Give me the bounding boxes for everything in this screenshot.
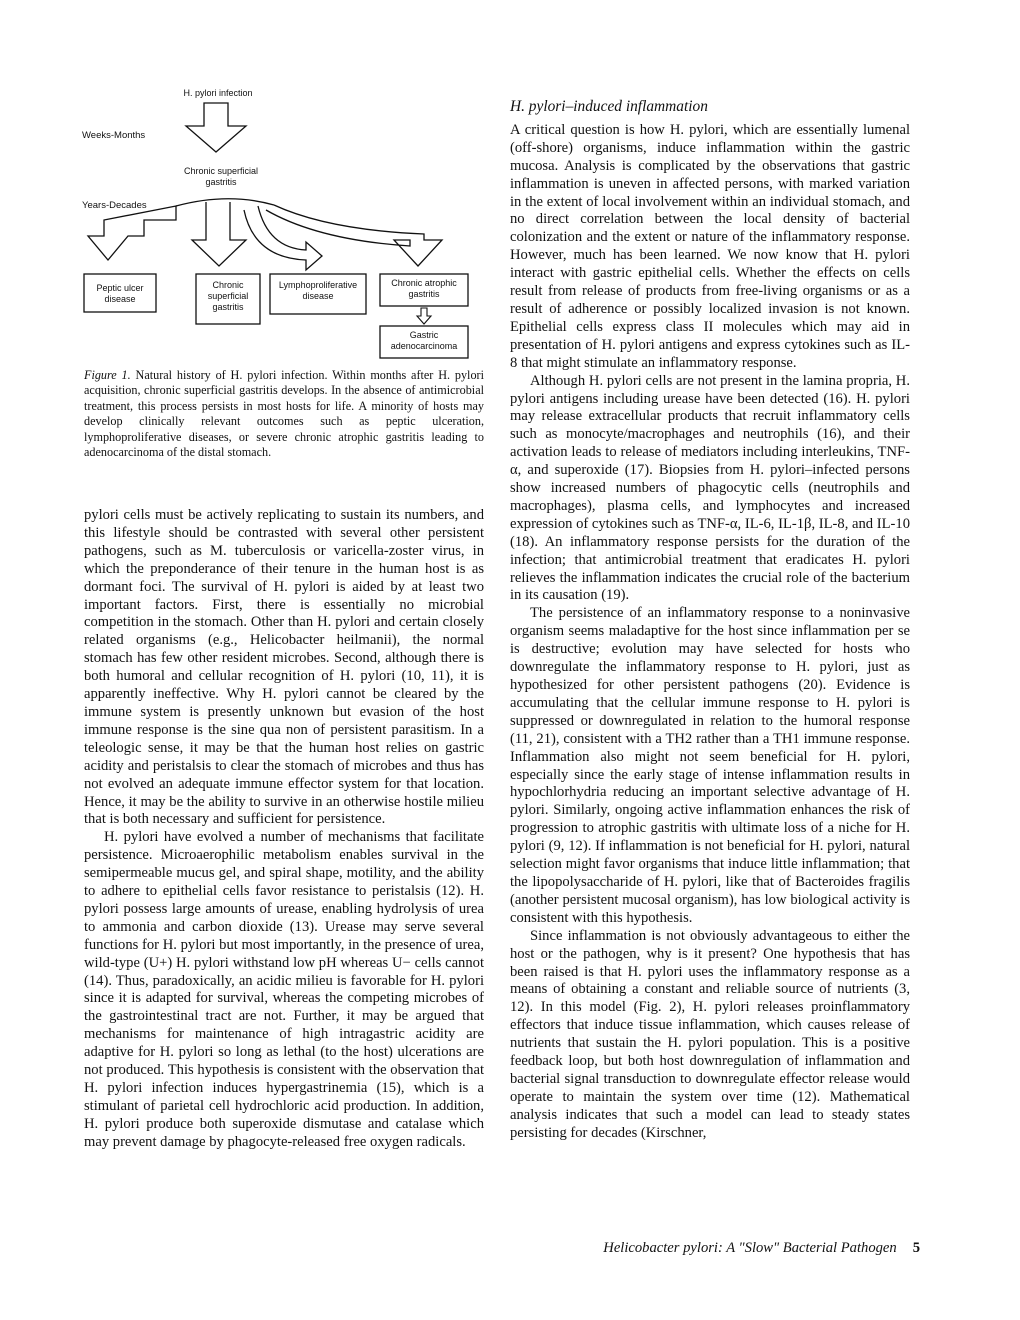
paragraph: A critical question is how H. pylori, which are essentially lumenal (off-shore) organisms, induce inflammation within the gastric mucosa. Analysis is complicated by the observations that gastric inflammation is uneven in affected persons, with marked variation in the extent of local involvement within an individual stomach, and no direct correlation between the local density of bacterial colonization and the extent or nature of the inflammatory response. However, much has been learned. We now know that H. pylori interact with gastric epithelial cells. Whether the effects on cells result from release of products from free-living organisms or as a result of adherence or possibly localized invasion is not known. Epithelial cells express class II molecules which may aid in presentation of H. pylori antigens and express cytokines such as IL-8 that might stimulate an inflammatory response. [510, 121, 910, 371]
paragraph: Although H. pylori cells are not present in the lamina propria, H. pylori antigens including urease have been detected (16). H. pylori may release extracellular products that recruit inflammatory cells such as monocyte/macrophages and neutrophils (16), and their activation leads to release of mediators including interleukins, TNF-α, and superoxide (17). Biopsies from H. pylori–infected persons show increased numbers of phagocytic cells (neutrophils and macrophages), plasma cells, and lymphocytes and increased expression of cytokines such as TNF-α, IL-6, IL-1β, IL-8, and IL-10 (18). An inflammatory response persists for the duration of the infection; that antimicrobial treatment that eradicates H. pylori relieves the inflammation indicates the crucial role of the bacterium in its causation (19). [510, 372, 910, 604]
branch-arrow-icon [244, 206, 322, 270]
branch-arc [176, 199, 274, 206]
label-line: adenocarcinoma [390, 341, 458, 351]
paragraph: The persistence of an inflammatory response to a noninvasive organism seems maladaptive for the host since inflammation per se is destructive; evolution may have selected for hosts who downregulate the inflammatory response to H. pylori, just as hypothesized for other persistent pathogens (20). Evidence is accumulating that the cellular immune response to H. pylori is suppressed or downregulated in relation to the humoral response (11, 21), consistent with a TH2 rather than a TH1 immune response. Inflammation also might not seem beneficial for H. pylori, especially since the early stage of intense inflammation results in hypochlorhydria reducing an important selective advantage of H. pylori. Similarly, ongoing active inflammation enhances the risk of progression to atrophic gastritis with ultimate loss of a niche for H. pylori (9, 12). If inflammation is not beneficial for H. pylori, natural selection might favor organisms that induce little inflammation; that the lipopolysaccharide of H. pylori, like that of Bacteroides fragilis (another persistent mucosal organism), has low biological activity is consistent with this hypothesis. [510, 605, 910, 926]
label-line: disease [302, 291, 334, 301]
paragraph: H. pylori have evolved a number of mechanisms that facilitate persistence. Microaerophilic metabolism enables survival in the semipermeable mucus gel, and spiral shape, motility, and the ability to adhere to epithelial cells favor resistance to peristalsis (12). H. pylori possess large amounts of urease, enabling hydrolysis of urea to ammonia and carbon dioxide (13). Urease may serve several functions for H. pylori but most importantly, in the presence of urea, wild-type (U+) H. pylori withstand low pH whereas U− cells cannot (14). Thus, paradoxically, an acidic milieu is favorable for H. pylori since it is adapted for survival, whereas the competing microbes of the gastrointestinal tract are not. Further, it may be argued that mechanisms for maintenance of high intragastric acidity are adaptive for H. pylori so long as lethal (to the host) ulcerations are not produced. This hypothesis is consistent with the observation that H. pylori infection induces hypergastrinemia (15), which is a stimulant of parietal cell hydrochloric acid production. In addition, H. pylori produce both superoxide dismutase and catalase which may prevent damage by phagocyte-released free oxygen radicals. [84, 829, 484, 1150]
label-line: Chronic atrophic [391, 278, 457, 288]
running-title: Helicobacter pylori: A "Slow" Bacterial Pathogen [603, 1240, 897, 1256]
small-down-arrow-icon [417, 308, 431, 324]
paragraph: Since inflammation is not obviously advantageous to either the host or the pathogen, why is it present? One hypothesis that has been raised is that H. pylori uses the inflammatory response as a means of obtaining a constant and reliable source of nutrients (3, 12). In this model (Fig. 2), H. pylori releases proinflammatory effectors that induce tissue inflammation, which causes release of nutrients that sustain the H. pylori population. This is a positive feedback loop, but both host downregulation of inflammation and bacterial signal transduction to downregulate effector release would operate to maintain the system over time (12). Mathematical analysis indicates that such a model can lead to steady states persisting for decades (Kirschner, [510, 927, 910, 1141]
paragraph: pylori cells must be actively replicating to sustain its numbers, and this lifestyle should be contrasted with several other persistent pathogens, such as M. tuberculosis or varicella-zoster virus, in which the preponderance of their tenure in the human host is as dormant foci. The survival of H. pylori is aided by at least two important factors. First, there is essentially no microbial competition in the stomach. Other than H. pylori and certain closely related organisms (e.g., Helicobacter heilmanii), the normal stomach has few other resident microbes. Second, although there is both humoral and cellular recognition of H. pylori (10, 11), it is apparently ineffective. Why H. pylori cannot be cleared by the immune system is presently unknown but evasion of the host immune response is the sine qua non of persistent parasitism. In a teleologic sense, it may be that the human host relies on gastric acidity and peristalsis to clear the stomach of microbes and thus has not evolved an adequate immune effector system for that location. Hence, it may be the ability to survive in an otherwise hostile milieu that is both necessary and sufficient for persistence. [84, 507, 484, 828]
down-arrow-icon [186, 103, 246, 152]
running-footer [560, 1240, 920, 1257]
label-weeks-months: Weeks-Months [82, 130, 146, 141]
label-lymphoproliferative [270, 280, 366, 302]
left-column [84, 507, 484, 1152]
label-line: Gastric [409, 330, 439, 340]
label-chronic-superficial-box [196, 280, 260, 313]
label-line: Lymphoproliferative [278, 280, 358, 290]
section-heading: H. pylori–induced inflammation [510, 98, 708, 115]
caption-text: Natural history of H. pylori infection. Within months after H. pylori acquisition, chronic superficial gastritis develops. In the absence of antimicrobial treatment, this process persists in most hosts for life. A minority of hosts may develop clinically relevant outcomes such as peptic ulceration, lymphoproliferative diseases, or severe chronic atrophic gastritis leading to adenocarcinoma of the distal stomach. [84, 368, 484, 460]
label-line: gastritis [212, 302, 244, 312]
label-line: disease [104, 294, 136, 304]
figure-1 [78, 80, 478, 365]
branch-arrow-icon [266, 205, 442, 266]
label-gastric-adenocarcinoma [380, 330, 468, 352]
label-line: Chronic superficial [183, 166, 259, 176]
branch-arrow-icon [192, 202, 246, 266]
label-h-pylori-infection: H. pylori infection [183, 88, 253, 98]
caption-lead: Figure 1. [84, 368, 131, 382]
label-line: gastritis [205, 177, 237, 187]
branch-arrow-icon [88, 206, 176, 260]
natural-history-diagram [78, 80, 478, 365]
right-column [510, 98, 910, 1143]
label-line: Chronic [212, 280, 244, 290]
figure-caption [84, 368, 484, 460]
label-chronic-superficial-top [166, 166, 276, 188]
label-chronic-atrophic [380, 278, 468, 300]
label-years-decades: Years-Decades [82, 200, 147, 211]
page-number: 5 [912, 1240, 920, 1256]
label-line: superficial [207, 291, 249, 301]
label-peptic-ulcer [84, 283, 156, 305]
label-line: Peptic ulcer [96, 283, 144, 293]
label-line: gastritis [408, 289, 440, 299]
